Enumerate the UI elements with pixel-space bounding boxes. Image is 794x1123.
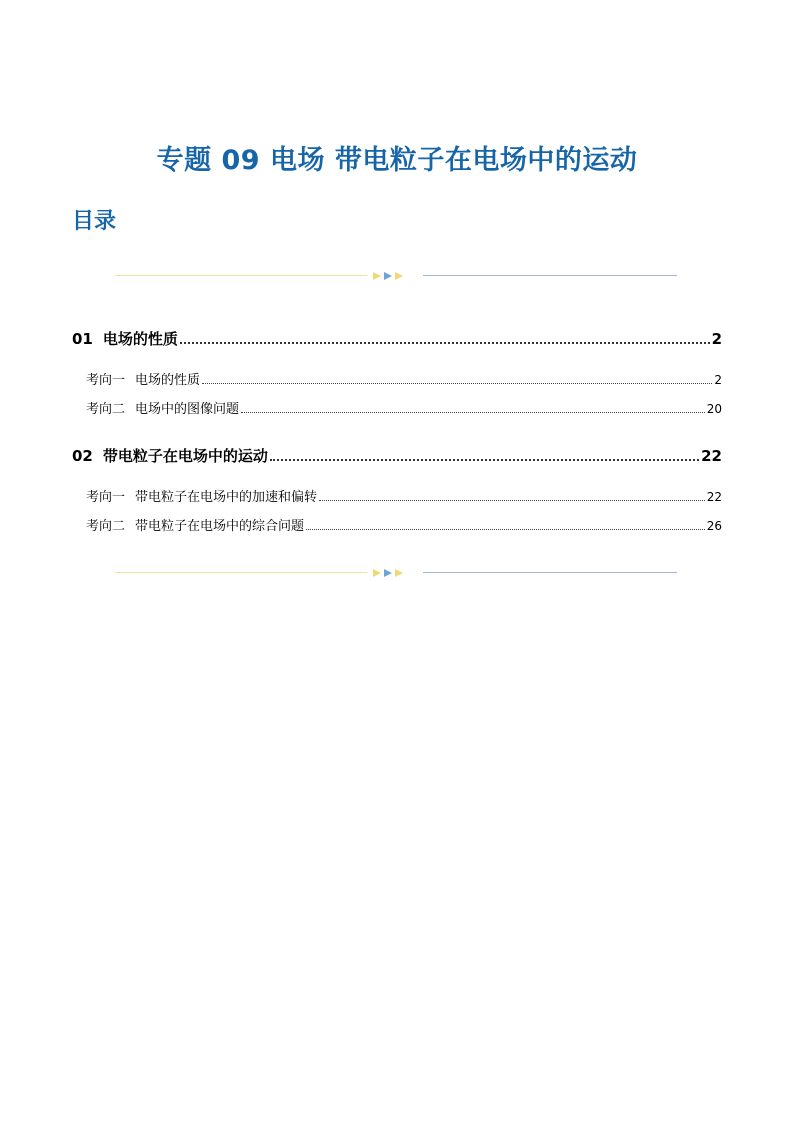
toc-item-prefix: 考向二 <box>86 402 126 417</box>
toc-leader-dots <box>270 459 699 461</box>
toc-item-title: 电场中的图像问题 <box>135 402 240 417</box>
arrow-mark <box>395 569 403 577</box>
divider-line-left <box>115 572 367 573</box>
toc-item-02-2[interactable] <box>72 515 722 534</box>
arrow-mark <box>384 272 392 280</box>
toc-item-prefix: 考向一 <box>86 490 126 505</box>
toc-leader-dots <box>180 342 710 344</box>
toc-leader-dots <box>241 412 705 413</box>
toc-section-01[interactable] <box>72 328 722 349</box>
divider-top <box>115 271 677 281</box>
toc-heading: 目录 <box>72 209 117 234</box>
triple-arrow-icon <box>373 568 407 578</box>
arrow-mark <box>395 272 403 280</box>
toc-page-number: 2 <box>714 373 722 387</box>
toc-item-title: 带电粒子在电场中的加速和偏转 <box>135 490 318 505</box>
toc-item-prefix: 考向二 <box>86 519 126 534</box>
toc-section-title: 带电粒子在电场中的运动 <box>102 447 268 465</box>
toc-page-number: 26 <box>706 519 722 533</box>
arrow-mark <box>373 569 381 577</box>
toc-item-01-2[interactable] <box>72 398 722 417</box>
divider-line-right <box>423 275 677 276</box>
arrow-mark <box>373 272 381 280</box>
divider-line-left <box>115 275 367 276</box>
toc-leader-dots <box>319 500 705 501</box>
triple-arrow-icon <box>373 271 407 281</box>
toc-page-number: 22 <box>701 447 722 465</box>
toc-leader-dots <box>202 383 712 384</box>
toc-item-prefix: 考向一 <box>86 373 126 388</box>
toc-leader-dots <box>306 529 705 530</box>
toc-page-number: 20 <box>706 402 722 416</box>
toc-section-number: 01 <box>72 330 93 348</box>
toc-item-title: 电场的性质 <box>135 373 201 388</box>
page-title: 专题 09 电场 带电粒子在电场中的运动 <box>156 145 638 176</box>
divider-bottom <box>115 568 677 578</box>
toc-item-title: 带电粒子在电场中的综合问题 <box>135 519 305 534</box>
divider-line-right <box>423 572 677 573</box>
toc-item-01-1[interactable] <box>72 369 722 388</box>
toc-item-02-1[interactable] <box>72 486 722 505</box>
toc-section-title: 电场的性质 <box>102 330 178 348</box>
toc-section-number: 02 <box>72 447 93 465</box>
arrow-mark <box>384 569 392 577</box>
toc-section-02[interactable] <box>72 445 722 466</box>
toc-page-number: 22 <box>706 490 722 504</box>
toc-page-number: 2 <box>711 330 722 348</box>
